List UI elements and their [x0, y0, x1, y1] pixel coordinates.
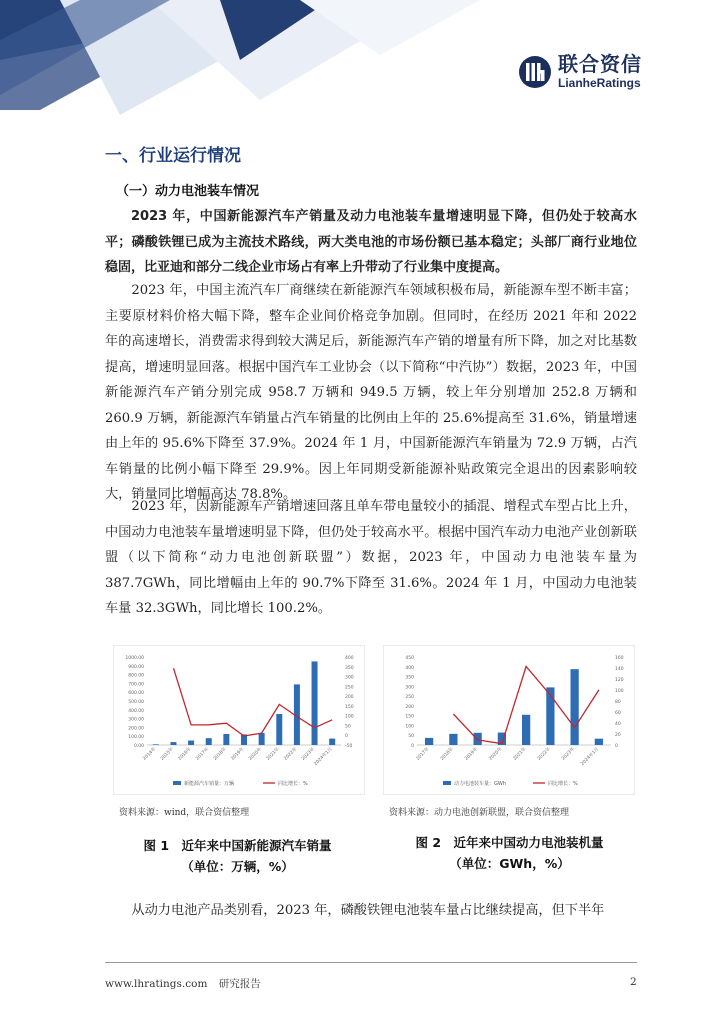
figure2-unit: （单位：GWh，%）: [449, 856, 570, 871]
chart1-category-label: 2018年: [212, 746, 228, 762]
chart1-right-tick: -50: [345, 744, 353, 749]
chart1-legend-bar-swatch: [173, 781, 181, 785]
chart2-left-tick: 250: [405, 695, 414, 701]
chart1-right-tick: 100: [345, 714, 354, 720]
chart1-left-tick: 700.00: [128, 682, 144, 688]
chart2-right-tick: 0: [615, 744, 618, 749]
figure1-title: 图 1 近年来中国新能源汽车销量: [143, 838, 332, 853]
chart2-right-tick: 20: [615, 733, 621, 738]
chart1-right-tick: 350: [345, 665, 354, 671]
chart1-bar: [223, 734, 229, 745]
chart2-bar: [571, 669, 579, 745]
chart1-bar: [259, 733, 265, 745]
chart1-bar: [188, 741, 194, 745]
chart2-bar: [449, 734, 457, 745]
footer-divider: [105, 962, 637, 963]
chart1-bar: [329, 739, 335, 745]
chart1-legend-bar-label: 新能源汽车销量：万辆: [184, 781, 235, 787]
footer-site-link[interactable]: www.lhratings.com: [105, 978, 208, 990]
chart1-left-tick: 300.00: [128, 717, 144, 723]
chart2-left-tick: 350: [405, 675, 414, 681]
figure2-title: 图 2 近年来中国动力电池装机量: [415, 835, 604, 850]
chart2-legend-line-label: 同比增长：%: [548, 781, 578, 787]
lianhe-logo-icon: [518, 55, 552, 89]
chart2-left-tick: 50: [408, 734, 414, 740]
chart2-left-tick: 450: [405, 656, 414, 661]
chart1-left-tick: 0.00: [133, 744, 144, 749]
chart2-left-tick: 150: [405, 714, 414, 720]
logo-chinese-name: 联合资信: [558, 52, 642, 76]
chart1-left-tick: 400.00: [128, 708, 144, 714]
company-logo: [518, 54, 642, 90]
summary-paragraph: 2023 年，中国新能源汽车产销量及动力电池装车量增速明显下降，但仍处于较高水平；磷酸铁锂已成为主流技术路线，两大类电池的市场份额已基本稳定；头部厂商行业地位稳固，比亚迪和部分二线企业市场占有率上升带动了行业集中度提高。: [105, 209, 637, 275]
chart2-left-tick: 0: [411, 744, 414, 749]
ev-sales-chart: [113, 645, 365, 795]
chart2-legend-bar-label: 动力电池装车量：GWh: [454, 781, 506, 787]
chart1-category-label: 2023年: [301, 746, 316, 762]
chart1-bar: [312, 661, 318, 745]
chart2-left-tick: 200: [405, 704, 414, 710]
chart1-category-label: 2019年: [230, 746, 246, 762]
chart2-category-label: 2020年: [488, 746, 504, 762]
chart2-legend-bar-swatch: [443, 781, 451, 785]
chart2-left-tick: 400: [405, 665, 414, 671]
chart2-source: 资料来源：动力电池创新联盟，联合资信整理: [389, 808, 570, 818]
chart2-right-tick: 160: [615, 656, 624, 661]
chart1-left-tick: 900.00: [128, 664, 144, 670]
chart2-category-label: 2021年: [512, 746, 528, 762]
chart1-left-tick: 100.00: [128, 735, 144, 741]
chart2-right-tick: 40: [615, 722, 621, 727]
figure1-unit: （单位：万辆，%）: [181, 859, 294, 874]
chart1-bar: [276, 714, 282, 745]
chart1-right-tick: 200: [345, 695, 354, 701]
chart2-category-label: 2019年: [464, 746, 480, 762]
chart2-bar: [522, 715, 530, 745]
section-title: 一、行业运行情况: [105, 146, 241, 166]
chart1-legend-line-label: 同比增长：%: [278, 781, 308, 787]
subsection-title: （一）动力电池装车情况: [116, 184, 260, 199]
chart1-right-tick: 400: [345, 656, 354, 661]
body-paragraph-2: 2023 年，因新能源车产销增速回落且单车带电量较小的插混、增程式车型占比上升，中国动力电池装车量增速明显下降，但仍处于较高水平。根据中国汽车动力电池产业创新联盟（以下简称“动力电池创新联盟”）数据，2023 年，中国动力电池装车量为 387.7GWh，同比增幅由上年的 90.7%下降至 31.6%。2024 年 1 月，中国动力电池装车量 32.3GWh，同比增长 100.2%。: [105, 499, 637, 616]
chart1-frame: [113, 645, 365, 795]
logo-english-name: LianheRatings: [558, 76, 641, 90]
body-paragraph-1: 2023 年，中国主流汽车厂商继续在新能源汽车领域积极布局，新能源车型不断丰富；主要原材料价格大幅下降，整车企业间价格竞争加剧。但同时，在经历 2021 年和 2022 年的高速增长，消费需求得到较大满足后，新能源汽车产销的增量有所下降，加之对比基数提高，增速明显回落。根据中国汽车工业协会（以下简称“中汽协”）数据，2023 年，中国新能源汽车产销分别完成 958.7 万辆和 949.5 万辆，较上年分别增加 252.8 万辆和 260.9 万辆，新能源汽车销量占汽车销量的比例由上年的 25.6%提高至 31.6%，销量增速由上年的 95.6%下降至 37.9%。2024 年 1 月，中国新能源汽车销量为 72.9 万辆，占汽车销量的比例小幅下降至 29.9%。因上年同期受新能源补贴政策完全退出的因素影响较大，销量同比增幅高达 78.8%。: [105, 283, 637, 502]
chart2-category-label: 2022年: [536, 746, 552, 762]
chart1-left-tick: 500.00: [128, 700, 144, 705]
chart1-right-tick: 50: [345, 724, 351, 730]
chart2-category-label: 2023年: [561, 746, 577, 762]
chart2-bar: [425, 738, 433, 745]
chart1-right-tick: 300: [345, 675, 354, 681]
figure1-caption: [120, 835, 355, 877]
footer-label: 研究报告: [218, 978, 261, 990]
chart2-right-tick: 80: [615, 700, 621, 705]
chart1-category-label: 2015年: [160, 746, 175, 762]
chart2-left-tick: 100: [405, 724, 414, 730]
chart2-right-tick: 100: [615, 689, 624, 694]
chart2-right-tick: 120: [615, 678, 624, 683]
chart1-left-tick: 800.00: [128, 673, 144, 679]
chart1-category-label: 2017年: [195, 746, 211, 762]
chart2-category-label: 2017年: [415, 746, 431, 762]
chart1-right-tick: 250: [345, 685, 354, 691]
chart2-category-label: 2018年: [439, 746, 455, 762]
chart1-bar: [206, 738, 212, 745]
chart1-category-label: 2016年: [177, 746, 193, 762]
chart1-category-label: 2020年: [248, 746, 264, 762]
chart2-right-tick: 60: [615, 711, 621, 716]
chart1-category-label: 2014年: [142, 746, 158, 762]
chart1-source: 资料来源：wind，联合资信整理: [119, 808, 250, 818]
chart1-category-label: 2021年: [265, 746, 281, 762]
chart1-category-label: 2024年1月: [313, 746, 334, 767]
chart1-right-tick: 0: [345, 734, 348, 740]
figure2-caption: [392, 832, 627, 874]
battery-installation-chart: [383, 645, 635, 795]
chart2-right-tick: 140: [615, 667, 624, 672]
chart1-category-label: 2022年: [283, 746, 299, 762]
chart1-left-tick: 1000.00: [125, 656, 144, 661]
chart1-right-tick: 150: [345, 704, 354, 710]
chart2-bar: [595, 739, 603, 745]
chart2-left-tick: 300: [405, 685, 414, 691]
chart1-bar: [170, 742, 176, 745]
body-paragraph-3: 从动力电池产品类别看，2023 年，磷酸铁锂电池装车量占比继续提高，但下半年: [131, 903, 605, 918]
page-number: 2: [630, 976, 637, 988]
chart1-bar: [153, 744, 159, 745]
chart1-left-tick: 600.00: [128, 691, 144, 697]
chart2-bar: [474, 733, 482, 745]
footer-left: [105, 976, 261, 991]
chart2-category-label: 2024年1月: [580, 746, 601, 767]
chart1-left-tick: 200.00: [128, 726, 144, 732]
